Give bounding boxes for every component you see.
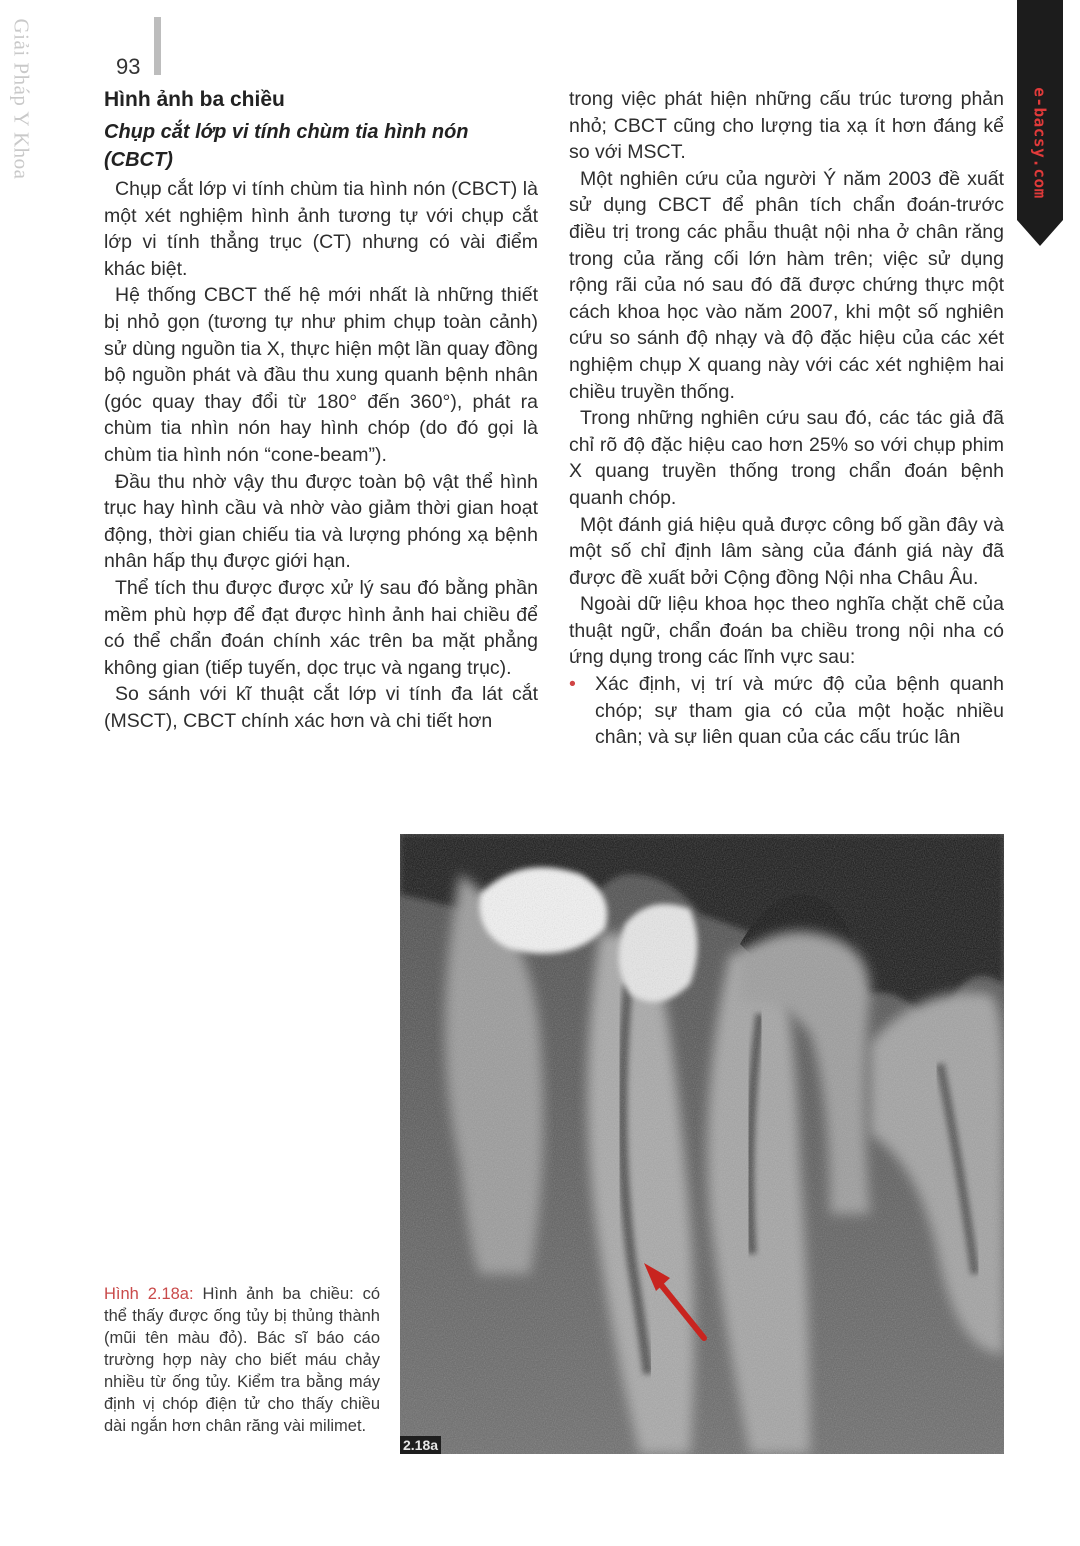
side-book-title: Giải Pháp Y Khoa [9,18,34,180]
bullet-text: Xác định, vị trí và mức độ của bệnh quanh chóp; sự tham gia có của một hoặc nhiều chân; và sự liên quan của các cấu trúc lân [595,673,1004,749]
bullet-list [569,671,1004,751]
subsection-title: Chụp cắt lớp vi tính chùm tia hình nón (CBCT) [104,121,469,171]
figure-caption [104,1283,380,1437]
left-column [104,86,538,734]
bullet-dot-icon: • [569,673,576,696]
caption-text: Hình ảnh ba chiều: có thể thấy được ống tủy bị thủng thành (mũi tên màu đỏ). Bác sĩ báo cáo trường hợp này cho biết máu chảy nhiều từ ống tủy. Kiểm tra bằng máy định vị chóp điện tử cho thấy chiều dài ngắn hơn chân răng vài milimet. [104,1285,381,1435]
left-paragraph: So sánh với kĩ thuật cắt lớp vi tính đa lát cắt (MSCT), CBCT chính xác hơn và chi tiết hơn [104,683,538,732]
right-paragraph: Một đánh giá hiệu quả được công bố gần đây và một số chỉ định lâm sàng của đánh giá này đã được đề xuất bởi Cộng đồng Nội nha Châu Âu. [569,513,1004,589]
brand-tab [1017,0,1063,246]
right-paragraph: trong việc phát hiện những cấu trúc tương phản nhỏ; CBCT cũng cho lượng tia xạ ít hơn đáng kể so với MSCT. [569,88,1004,164]
right-column [569,86,1004,786]
left-paragraph: Đầu thu nhờ vậy thu được toàn bộ vật thể hình trục hay hình cầu và nhờ vào giảm thời gian hoạt động, thời gian chiếu tia và lượng phóng xạ bệnh nhân hấp thụ được giới hạn. [104,470,538,573]
bullet-item [569,671,1004,751]
right-paragraph: Ngoài dữ liệu khoa học theo nghĩa chặt chẽ của thuật ngữ, chẩn đoán ba chiều trong nội nha có ứng dụng trong các lĩnh vực sau: [569,593,1004,669]
left-paragraph: Chụp cắt lớp vi tính chùm tia hình nón (CBCT) là một xét nghiệm hình ảnh tương tự với chụp cắt lớp vi tính thẳng trục (CT) nhưng có vài điểm khác biệt. [104,178,538,280]
cbct-dental-image [400,834,1004,1454]
caption-label: Hình 2.18a: [104,1285,194,1303]
page-number: 93 [116,54,141,79]
left-paragraph: Hệ thống CBCT thế hệ mới nhất là những thiết bị nhỏ gọn (tương tự như phim chụp toàn cảnh) sử dùng nguồn tia X, thực hiện một lần quay đồng bộ nguồn phát và đầu thu xung quanh bệnh nhân (góc quay thay đổi từ 180° đến 360°), phát ra chùm tia nhìn nón hay hình chóp (do đó gọi là chùm tia hình nón “cone-beam”). [104,284,538,466]
right-paragraph: Một nghiên cứu của người Ý năm 2003 đề xuất sử dụng CBCT để phân tích chẩn đoán-trước điều trị trong các phẫu thuật nội nha ở chân răng trong của răng cối lớn hàm trên; việc sử dụng rộng rãi của nó sau đó đã được chứng thực một cách khoa học vào năm 2007, khi một số nghiên cứu so sánh độ nhạy và độ đặc hiệu của các xét nghiệm chụp X quang này với các xét nghiệm hai chiều truyền thống. [569,167,1004,403]
section-title: Hình ảnh ba chiều [104,88,285,111]
brand-logo-text: e-bacsy.com [1030,87,1050,199]
figure-tag: 2.18a [400,1436,441,1454]
left-paragraph: Thể tích thu được được xử lý sau đó bằng phần mềm phù hợp để đạt được hình ảnh hai chiều để có thể chẩn đoán chính xác trên ba mặt phẳng không gian (tiếp tuyến, dọc trục và ngang trục). [104,576,538,679]
cbct-figure [400,834,1004,1454]
right-paragraph: Trong những nghiên cứu sau đó, các tác giả đã chỉ rõ độ đặc hiệu cao hơn 25% so với chụp phim X quang truyền thống trong chẩn đoán bệnh quanh chóp. [569,407,1004,509]
page-number-bar [154,17,161,75]
